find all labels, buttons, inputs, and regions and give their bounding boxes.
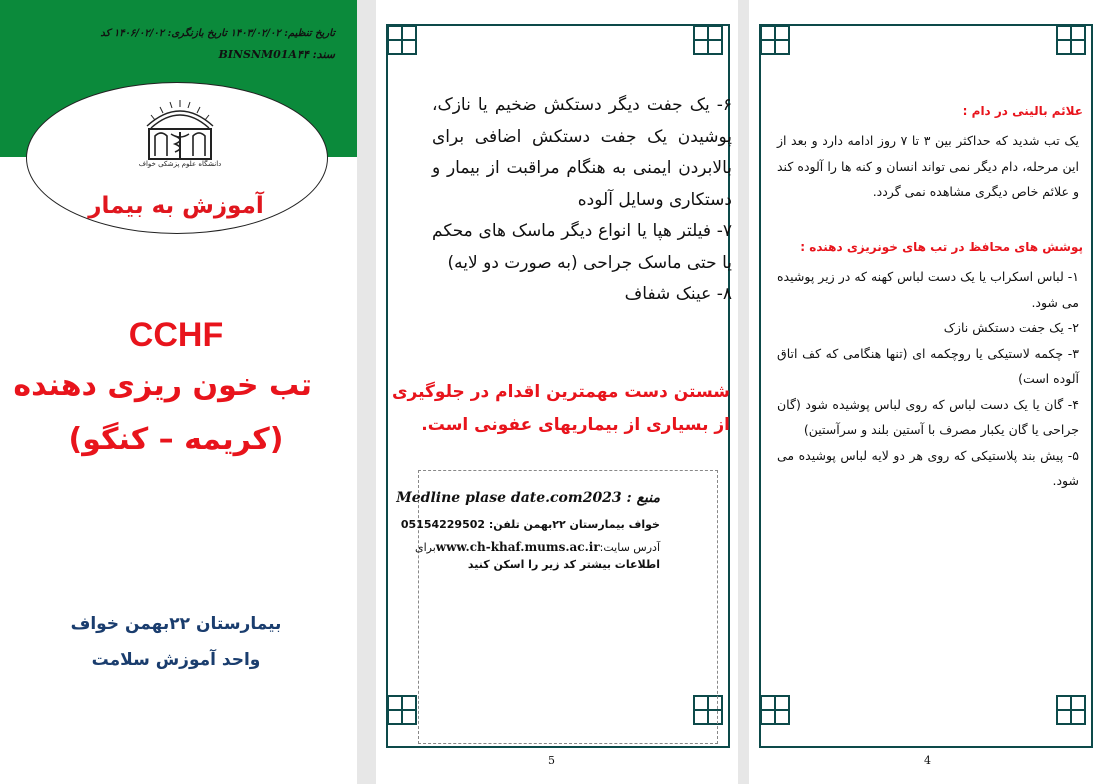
list-item: ۴- گان یا یک دست لباس که روی لباس پوشیده شود (گان جراحی یا گان یکبار مصرف با آستین بلند و سرآستین): [777, 396, 1079, 437]
cover-subtitle: آموزش به بیمار: [88, 193, 264, 219]
clinical-signs-text: یک تب شدید که حداکثر بین ۳ تا ۷ روز ادامه دارد و بعد از این مرحله، دام دیگر نمی تواند انسان و کنه ها را آلوده کند و علائم خاص دیگری مشاهده نمی گردد.: [777, 133, 1079, 199]
handwash-note-2: از بسیاری از بیماریهای عفونی است.: [421, 415, 730, 435]
page-number: 5: [548, 754, 555, 767]
hospital-name: بیمارستان ۲۲بهمن خواف: [70, 614, 282, 634]
frame-corner-icon: [1051, 18, 1093, 60]
protective-items-continued: [432, 90, 732, 311]
frame-corner-icon: [380, 690, 422, 732]
list-item: ۸- عینک شفاف: [624, 284, 732, 304]
list-item: ۳- چکمه لاستیکی یا روچکمه ای (تنها هنگامی که کف اتاق آلوده است): [777, 345, 1079, 386]
document-dates: تاریخ تنظیم: ۱۴۰۳/۰۲/۰۲ تاریخ بازنگری: ۱۴۰۶/۰۲/۰۲ کد: [100, 28, 335, 39]
protective-items-list: [777, 264, 1079, 494]
handwash-note-1: شستن دست مهمترین اقدام در جلوگیری: [391, 382, 730, 402]
site-prefix: آدرس سایت:: [599, 541, 660, 554]
document-code: سند: BINSNM01A۴۴: [218, 48, 335, 61]
list-item: ۱- لباس اسکراب یا یک دست لباس کهنه که در زیر پوشیده می شود.: [777, 269, 1079, 310]
list-item: ۶- یک جفت دیگر دستکش ضخیم یا نازک، پوشیدن یک جفت دستکش اضافی برای بالابردن ایمنی به هنگام مراقبت از بیمار و دستکاری وسایل آلوده: [432, 95, 732, 210]
page-number: 4: [924, 754, 931, 767]
frame-corner-icon: [688, 18, 730, 60]
list-item: ۵- پیش بند پلاستیکی که روی هر دو لایه لباس پوشیده می شود.: [777, 447, 1079, 488]
source-line: [396, 490, 660, 506]
contact-info: خواف بیمارستان ۲۲بهمن تلفن: 05154229502: [400, 518, 660, 531]
site-suffix: برای: [414, 541, 436, 554]
cover-title-en: CCHF: [128, 316, 224, 354]
list-item: ۷- فیلتر هپا یا انواع دیگر ماسک های محکم یا حتی ماسک جراحی (به صورت دو لایه): [432, 221, 732, 273]
logo-caption: دانشگاه علوم پزشکی خواف: [138, 160, 222, 168]
cover-panel: [0, 0, 357, 784]
site-url[interactable]: www.ch-khaf.mums.ac.ir: [435, 540, 600, 554]
list-item: ۲- یک جفت دستکش نازک: [943, 320, 1079, 335]
source-value: Medline plase date.com2023: [396, 490, 622, 506]
cover-title-fa-2: (کریمه – کنگو): [68, 422, 284, 457]
frame-corner-icon: [1051, 690, 1093, 732]
unit-name: واحد آموزش سلامت: [91, 650, 261, 670]
right-panel: [749, 0, 1113, 784]
scan-instruction: اطلاعات بیشتر کد زیر را اسکن کنید: [467, 558, 660, 571]
heading-clinical-signs: علائم بالینی در دام :: [962, 104, 1083, 118]
source-box: [418, 470, 718, 744]
source-label: منبع :: [626, 490, 660, 506]
middle-panel: [376, 0, 738, 784]
frame-corner-icon: [753, 18, 795, 60]
heading-protective-covers: پوشش های محافظ در تب های خونریزی دهنده :: [800, 240, 1083, 254]
frame-corner-icon: [380, 18, 422, 60]
website-line: [415, 540, 660, 554]
cover-title-fa-1: تب خون ریزی دهنده: [13, 368, 312, 403]
frame-corner-icon: [753, 690, 795, 732]
